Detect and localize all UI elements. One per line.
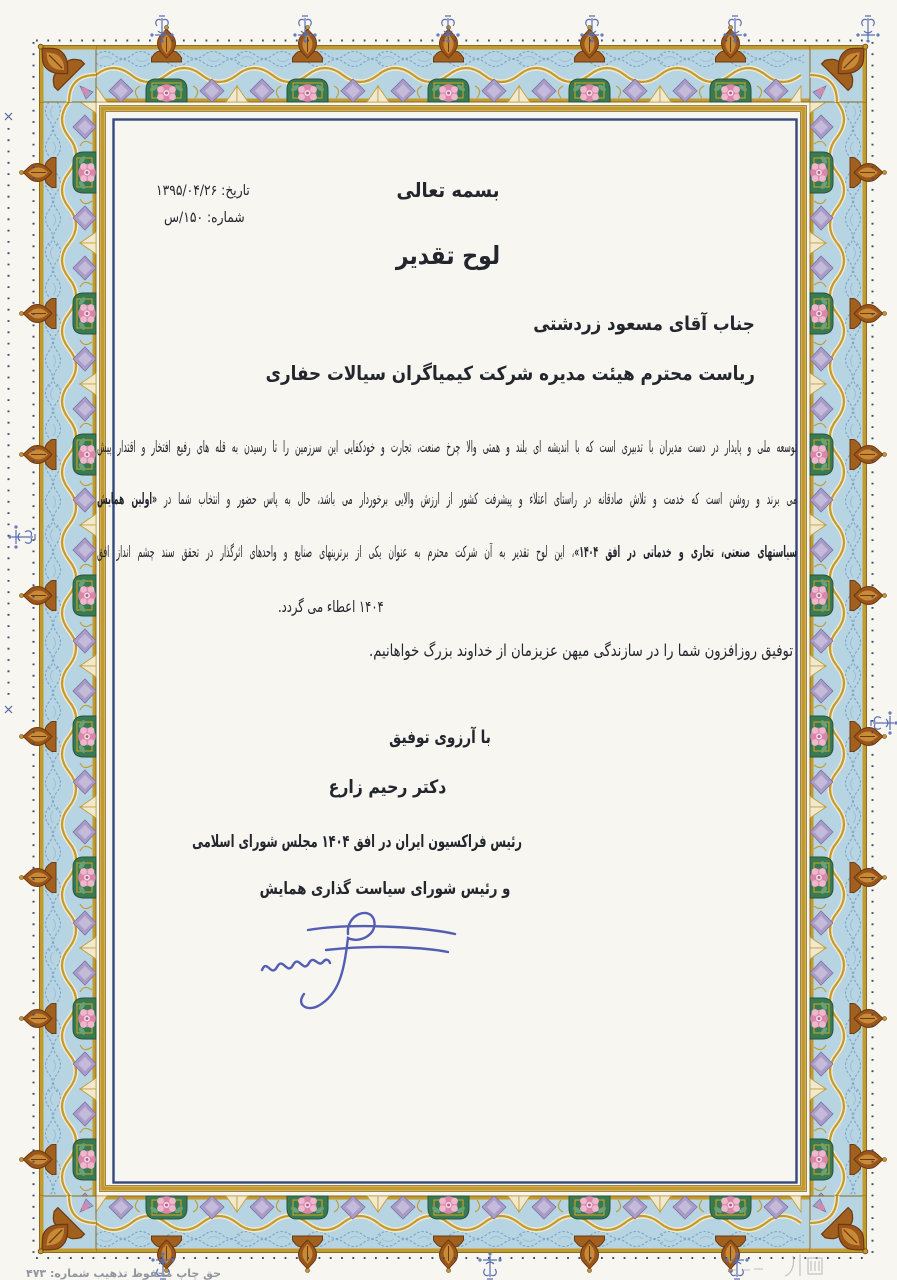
signatory-role-1: رئیس فراکسیون ایران در افق ۱۴۰۴ مجلس شورای اسلامی <box>192 832 522 852</box>
body-line-3-bold: سیاستهای صنعتی، تجاری و خدماتی در افق ۱۴۰۴» <box>574 543 797 561</box>
recipient-role: ریاست محترم هیئت مدیره شرکت کیمیاگران سیالات حفاری <box>265 362 755 385</box>
print-note: حق چاپ محفوظ تذهیب شماره: ۴۷۳ <box>26 1267 222 1280</box>
certificate-title: لوح تقدیر <box>395 241 501 270</box>
number-line: شماره: ۱۵۰/س <box>164 210 245 226</box>
signature-ink <box>248 900 473 1018</box>
body-line-3-plain: ، این لوح تقدیر به آن شرکت محترم به عنوان یکی از برترینهای صنایع و واحدهای اثرگذار در تحقق سند چشم انداز افق <box>97 543 575 561</box>
recipient-name: جناب آقای مسعود زردشتی <box>533 313 755 335</box>
closing-line: توفیق روزافزون شما را در سازندگی میهن عزیزمان از خداوند بزرگ خواهانیم. <box>368 641 793 660</box>
date-line: تاریخ: ۱۳۹۵/۰۴/۲۶ <box>156 183 250 199</box>
signatory-role-2: و رئیس شورای سیاست گذاری همایش <box>259 879 511 899</box>
body-line-2-bold: «اولین همایش <box>97 490 158 508</box>
bismillah-heading: بسمه تعالی <box>396 178 500 202</box>
body-line-1: توسعه ملی و پایدار در دست مدیران با تدبیری است که با اندیشه ای بلند و همتی والا چرخ صنعت، تجارت و خودکفایی این سرزمین را تا رسیدن به قله های رفیع افتخار و اقتدار پیش <box>97 438 797 456</box>
body-line-2-plain: می برند و روشن است که خدمت و تلاش صادقانه در راستای اعتلاء و پیشرفت کشور از ارزش والایی برخوردار می باشد، حال به پاس حضور و انتخاب شما در <box>157 490 797 508</box>
signatory-name: دکتر رحیم زارع <box>328 777 447 798</box>
body-line-3 <box>97 543 797 567</box>
printer-stamp <box>698 1248 848 1280</box>
signature-wish: با آرزوی توفیق <box>389 728 491 748</box>
body-line-2 <box>97 490 797 514</box>
body-line-4: ۱۴۰۴ اعطاء می گردد. <box>278 597 384 616</box>
